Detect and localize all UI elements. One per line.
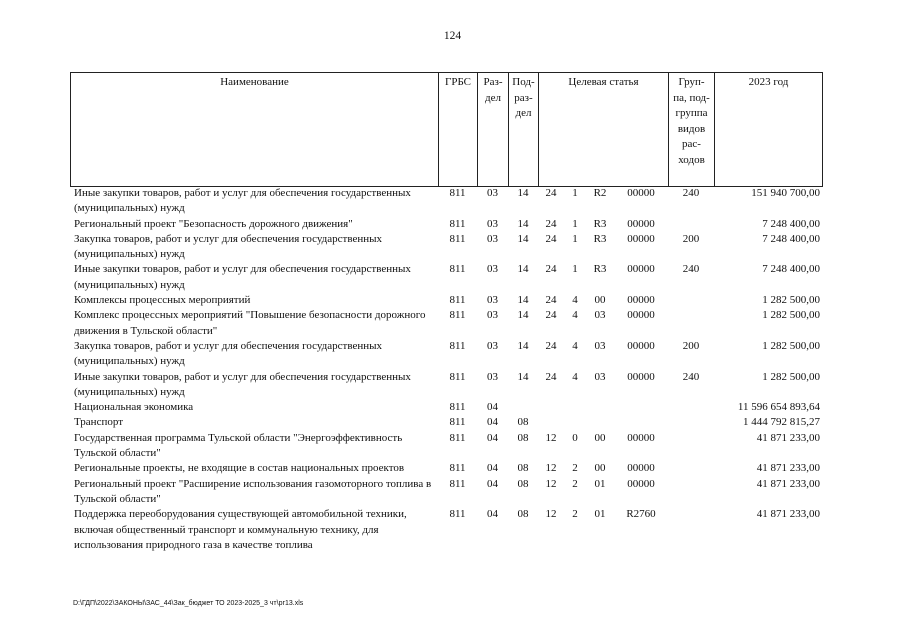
cell-t1: 12 (545, 477, 557, 490)
cell-sum: 41 871 233,00 (756, 508, 820, 521)
cell-rz: 03 (487, 232, 498, 245)
cell-t2: 1 (572, 263, 578, 276)
cell-t2: 2 (572, 508, 578, 521)
cell-t3 (586, 400, 614, 415)
cell-grbs: 811 (449, 339, 466, 352)
cell-grbs: 811 (449, 477, 466, 490)
cell-rz: 03 (487, 187, 498, 199)
table-row (70, 400, 822, 415)
cell-vr (668, 293, 714, 308)
cell-t1: 24 (545, 370, 557, 383)
header-name: Наименование (71, 73, 439, 187)
cell-pr: 08 (517, 431, 529, 444)
cell-sum: 1 282 500,00 (762, 309, 820, 322)
cell-t1: 12 (545, 508, 557, 521)
cell-sum: 1 282 500,00 (762, 339, 820, 352)
cell-t3 (586, 415, 614, 430)
cell-sum: 1 282 500,00 (762, 370, 820, 383)
cell-sum: 7 248 400,00 (762, 217, 820, 230)
cell-t2: 2 (572, 477, 578, 490)
cell-pr: 14 (517, 309, 529, 322)
cell-t4: 00000 (627, 370, 655, 383)
table-row (70, 293, 822, 308)
cell-t4 (614, 415, 668, 430)
cell-pr: 14 (517, 217, 529, 230)
cell-sum: 41 871 233,00 (756, 431, 820, 444)
cell-t2: 0 (572, 431, 578, 444)
cell-grbs: 811 (449, 416, 466, 429)
cell-t2: 1 (572, 217, 578, 230)
cell-t3: 01 (594, 508, 606, 521)
cell-t1 (538, 415, 564, 430)
cell-vr (668, 308, 714, 339)
table-row (70, 415, 822, 430)
cell-t1: 24 (545, 294, 557, 307)
cell-t2: 4 (572, 339, 578, 352)
cell-name: Региональные проекты, не входящие в состав национальных проектов (74, 462, 405, 475)
cell-sum: 41 871 233,00 (756, 477, 820, 490)
cell-t4: 00000 (627, 339, 655, 352)
cell-t3: 03 (594, 309, 606, 322)
cell-rz: 03 (487, 294, 498, 307)
cell-pr: 14 (517, 294, 529, 307)
cell-sum: 7 248 400,00 (762, 232, 820, 245)
cell-t1: 24 (545, 339, 557, 352)
table-row (70, 217, 822, 232)
header-target: Целевая статья (539, 73, 669, 187)
cell-name: Национальная экономика (74, 401, 194, 414)
cell-t4: 00000 (627, 263, 655, 276)
header-razdel: Раз- дел (478, 73, 509, 187)
cell-t4: 00000 (627, 187, 655, 199)
cell-t4: 00000 (627, 477, 655, 490)
cell-vr: 240 (682, 263, 700, 276)
cell-rz: 04 (487, 416, 498, 429)
header-year: 2023 год (715, 73, 823, 187)
cell-name: Поддержка переоборудования существующей автомобильной техники, включая общественный транспорт и коммунальную технику, для использования природного газа в качестве топлива (74, 508, 407, 551)
cell-t2: 4 (572, 294, 578, 307)
cell-t2: 1 (572, 187, 578, 199)
cell-pr: 08 (517, 477, 529, 490)
cell-t3: 00 (594, 462, 606, 475)
file-path-footer: D:\ГДП\2022\ЗАКОНЫ\ЗАС_44\Зак_бюджет ТО 2023-2025_3 чт\рг13.xls (73, 600, 304, 607)
cell-pr: 14 (517, 232, 529, 245)
cell-grbs: 811 (449, 462, 466, 475)
header-podrazdel: Под- раз- дел (509, 73, 539, 187)
cell-t3: 03 (594, 339, 606, 352)
table-row (70, 308, 822, 339)
cell-sum: 41 871 233,00 (756, 462, 820, 475)
page-number: 124 (443, 30, 462, 42)
cell-vr: 240 (682, 187, 700, 199)
cell-pr: 14 (517, 263, 529, 276)
cell-rz: 04 (487, 431, 498, 444)
cell-grbs: 811 (449, 263, 466, 276)
cell-t3: 00 (594, 431, 606, 444)
cell-rz: 03 (487, 309, 498, 322)
cell-name: Региональный проект "Безопасность дорожного движения" (74, 217, 353, 230)
cell-t4: 00000 (627, 462, 655, 475)
cell-t2 (564, 400, 586, 415)
cell-sum: 1 282 500,00 (762, 294, 820, 307)
cell-t4: 00000 (627, 232, 655, 245)
cell-vr (668, 477, 714, 508)
cell-pr: 08 (517, 508, 529, 521)
cell-vr (668, 461, 714, 476)
cell-t2: 4 (572, 370, 578, 383)
cell-grbs: 811 (449, 401, 466, 414)
table-row (70, 339, 822, 370)
cell-grbs: 811 (449, 370, 466, 383)
cell-name: Иные закупки товаров, работ и услуг для обеспечения государственных (муниципальных) нужд (74, 370, 411, 398)
cell-vr: 200 (682, 232, 700, 245)
cell-vr (668, 507, 714, 553)
cell-pr: 14 (517, 370, 529, 383)
cell-grbs: 811 (449, 309, 466, 322)
header-grbs: ГРБС (439, 73, 478, 187)
cell-t3: 00 (594, 294, 606, 307)
cell-t3: R3 (593, 217, 607, 230)
cell-t1: 24 (545, 217, 557, 230)
cell-t4: 00000 (627, 294, 655, 307)
cell-t3: R3 (593, 232, 607, 245)
cell-t1: 24 (545, 263, 557, 276)
table-row (70, 431, 822, 462)
cell-name: Государственная программа Тульской области "Энергоэффективность Тульской области" (74, 431, 403, 460)
cell-t1 (538, 400, 564, 415)
cell-grbs: 811 (449, 294, 466, 307)
cell-t2 (564, 415, 586, 430)
cell-t1: 24 (545, 309, 557, 322)
cell-grbs: 811 (449, 508, 466, 521)
table-row (70, 507, 822, 553)
cell-grbs: 811 (449, 187, 466, 199)
cell-sum: 11 596 654 893,64 (737, 401, 820, 414)
cell-t3: 01 (594, 477, 606, 490)
cell-t4: 00000 (627, 217, 655, 230)
cell-vr: 200 (682, 339, 700, 352)
cell-t1: 24 (545, 187, 557, 199)
cell-rz: 03 (487, 339, 498, 352)
cell-t4: 00000 (627, 309, 655, 322)
cell-pr: 14 (517, 187, 529, 199)
cell-t4 (614, 400, 668, 415)
cell-sum: 1 444 792 815,27 (743, 416, 820, 429)
cell-t4: 00000 (627, 431, 655, 444)
cell-vr (668, 415, 714, 430)
cell-t3: R3 (593, 263, 607, 276)
cell-pr: 08 (517, 462, 529, 475)
cell-rz: 04 (487, 462, 498, 475)
cell-grbs: 811 (449, 217, 466, 230)
cell-rz: 04 (487, 508, 498, 521)
cell-sum: 151 940 700,00 (751, 187, 820, 199)
cell-t2: 1 (572, 232, 578, 245)
table-row (70, 232, 822, 263)
cell-name: Комплексы процессных мероприятий (74, 294, 251, 307)
cell-t4: R2760 (626, 508, 656, 521)
cell-rz: 03 (487, 370, 498, 383)
cell-vr (668, 431, 714, 462)
cell-grbs: 811 (449, 232, 466, 245)
cell-name: Закупка товаров, работ и услуг для обеспечения государственных (муниципальных) нужд (74, 339, 383, 368)
cell-grbs: 811 (449, 431, 466, 444)
cell-vr (668, 217, 714, 232)
cell-rz: 04 (487, 401, 498, 414)
table-row (70, 262, 822, 293)
table-row (70, 186, 822, 217)
table-header (70, 72, 823, 187)
cell-pr: 14 (517, 339, 529, 352)
header-group: Груп- па, под- группа видов рас- ходов (669, 73, 715, 187)
cell-sum: 7 248 400,00 (762, 263, 820, 276)
cell-name: Иные закупки товаров, работ и услуг для обеспечения государственных (муниципальных) нужд (74, 263, 411, 291)
cell-name: Транспорт (74, 416, 124, 429)
cell-name: Иные закупки товаров, работ и услуг для обеспечения государственных (муниципальных) нужд (74, 187, 411, 215)
cell-t3: R2 (593, 187, 607, 199)
cell-rz: 03 (487, 263, 498, 276)
cell-pr (508, 400, 538, 415)
cell-t2: 2 (572, 462, 578, 475)
table-row (70, 461, 822, 476)
cell-t3: 03 (594, 370, 606, 383)
table-row (70, 370, 822, 401)
cell-rz: 03 (487, 217, 498, 230)
cell-pr: 08 (517, 416, 529, 429)
cell-t1: 12 (545, 431, 557, 444)
cell-t1: 12 (545, 462, 557, 475)
cell-name: Закупка товаров, работ и услуг для обеспечения государственных (муниципальных) нужд (74, 232, 383, 261)
cell-vr: 240 (682, 370, 700, 383)
cell-vr (668, 400, 714, 415)
cell-name: Комплекс процессных мероприятий "Повышение безопасности дорожного движения в Тульской области" (74, 309, 426, 337)
cell-t2: 4 (572, 309, 578, 322)
cell-rz: 04 (487, 477, 498, 490)
cell-t1: 24 (545, 232, 557, 245)
budget-table (70, 186, 822, 553)
table-row (70, 477, 822, 508)
cell-name: Региональный проект "Расширение использования газомоторного топлива в Тульской области" (74, 477, 432, 505)
